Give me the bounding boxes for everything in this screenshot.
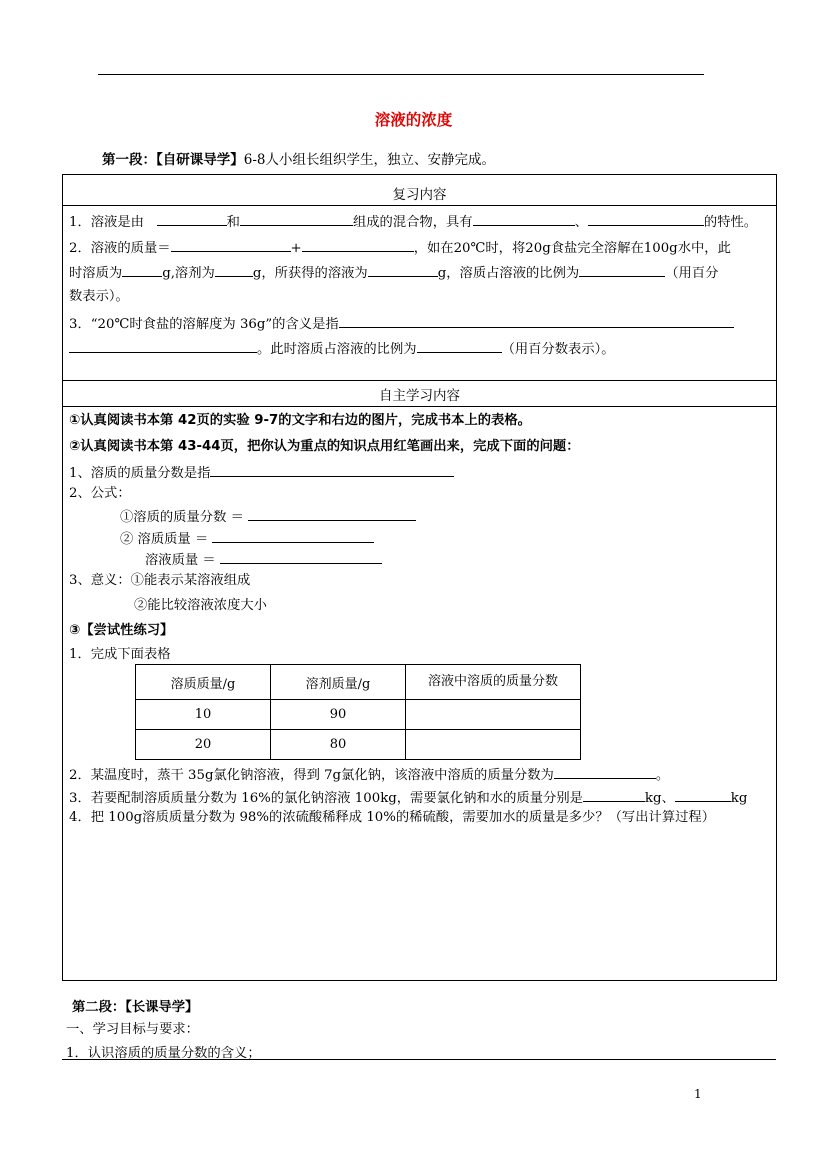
divider bbox=[63, 205, 776, 206]
section2-label: 第二段：【长课导学】 bbox=[72, 1000, 199, 1015]
table-header-row bbox=[136, 665, 581, 700]
table-row bbox=[136, 730, 581, 760]
review-heading: 复习内容 bbox=[392, 187, 447, 203]
reading-task-2: ②认真阅读书本第 43-44页，把你认为重点的知识点用红笔画出来，完成下面的问题： bbox=[69, 439, 580, 454]
header-rule bbox=[98, 74, 704, 75]
divider bbox=[63, 406, 776, 407]
divider bbox=[63, 380, 776, 381]
review-q3-line1: 3．“20℃时食盐的溶解度为 36g”的含义是指 bbox=[69, 314, 734, 334]
table-row bbox=[136, 700, 581, 730]
meaning-line2: ②能比较溶液浓度大小 bbox=[134, 598, 267, 613]
footer-rule bbox=[62, 1059, 776, 1060]
table-cell: 80 bbox=[271, 730, 406, 760]
worksheet-frame bbox=[62, 174, 777, 981]
exercise-3: 3．若要配制溶质质量分数为 16%的氯化钠溶液 100kg，需要氯化钠和水的质量分别是 kg、 kg bbox=[69, 788, 747, 808]
section1-text: 6-8人小组长组织学生，独立、安静完成。 bbox=[243, 152, 495, 168]
section2-objectives: 一、学习目标与要求： bbox=[66, 1022, 199, 1037]
formula-mass-fraction: ①溶质的质量分数 ＝ bbox=[120, 507, 416, 527]
table-header-cell: 溶剂质量/g bbox=[271, 665, 406, 700]
table-cell bbox=[406, 730, 581, 760]
review-q1: 1．溶液是由 和 组成的混合物，具有 、 的特性。 bbox=[69, 212, 757, 232]
practice-label: ③【尝试性练习】 bbox=[69, 623, 174, 638]
formula-solute-mass: ② 溶质质量 ＝ bbox=[120, 529, 374, 549]
formula-label: 2、公式： bbox=[69, 486, 131, 501]
exercise-1: 1．完成下面表格 bbox=[69, 647, 171, 662]
section1-intro bbox=[102, 148, 495, 168]
table-cell bbox=[406, 700, 581, 730]
table-cell: 10 bbox=[136, 700, 271, 730]
table-cell: 90 bbox=[271, 700, 406, 730]
reading-task-1: ①认真阅读书本第 42页的实验 9-7的文字和右边的图片，完成书本上的表格。 bbox=[69, 413, 531, 428]
review-q2-line1: 2．溶液的质量＝ + ，如在20℃时，将20g食盐完全溶解在100g水中，此 bbox=[69, 238, 731, 258]
question-definition: 1、溶质的质量分数是指 bbox=[69, 463, 454, 483]
page-number: 1 bbox=[694, 1087, 702, 1101]
review-q2-line3: 数表示）。 bbox=[69, 289, 129, 304]
table-header-cell: 溶液中溶质的质量分数 bbox=[406, 665, 581, 700]
exercise-2: 2．某温度时，蒸干 35g氯化钠溶液，得到 7g氯化钠，该溶液中溶质的质量分数为 。 bbox=[69, 765, 669, 785]
table-header-cell: 溶质质量/g bbox=[136, 665, 271, 700]
meaning-line1: 3、意义：①能表示某溶液组成 bbox=[69, 573, 251, 588]
formula-solution-mass: 溶液质量 ＝ bbox=[145, 550, 382, 570]
review-q3-line2: 。此时溶质占溶液的比例为 （用百分数表示）。 bbox=[69, 339, 615, 359]
section2-objective-1: 1．认识溶质的质量分数的含义； bbox=[66, 1046, 261, 1061]
review-q2-line2: 时溶质为 g,溶剂为 g，所获得的溶液为 g，溶质占溶液的比例为 （用百分 bbox=[69, 263, 718, 283]
mass-fraction-table bbox=[135, 664, 581, 760]
page-title: 溶液的浓度 bbox=[374, 111, 453, 129]
section1-label: 第一段：【自研课导学】 bbox=[102, 152, 244, 168]
table-cell: 20 bbox=[136, 730, 271, 760]
exercise-4: 4．把 100g溶质质量分数为 98%的浓硫酸稀释成 10%的稀硫酸，需要加水的质量是多少？（写出计算过程） bbox=[69, 810, 716, 825]
self-study-heading: 自主学习内容 bbox=[379, 388, 460, 404]
